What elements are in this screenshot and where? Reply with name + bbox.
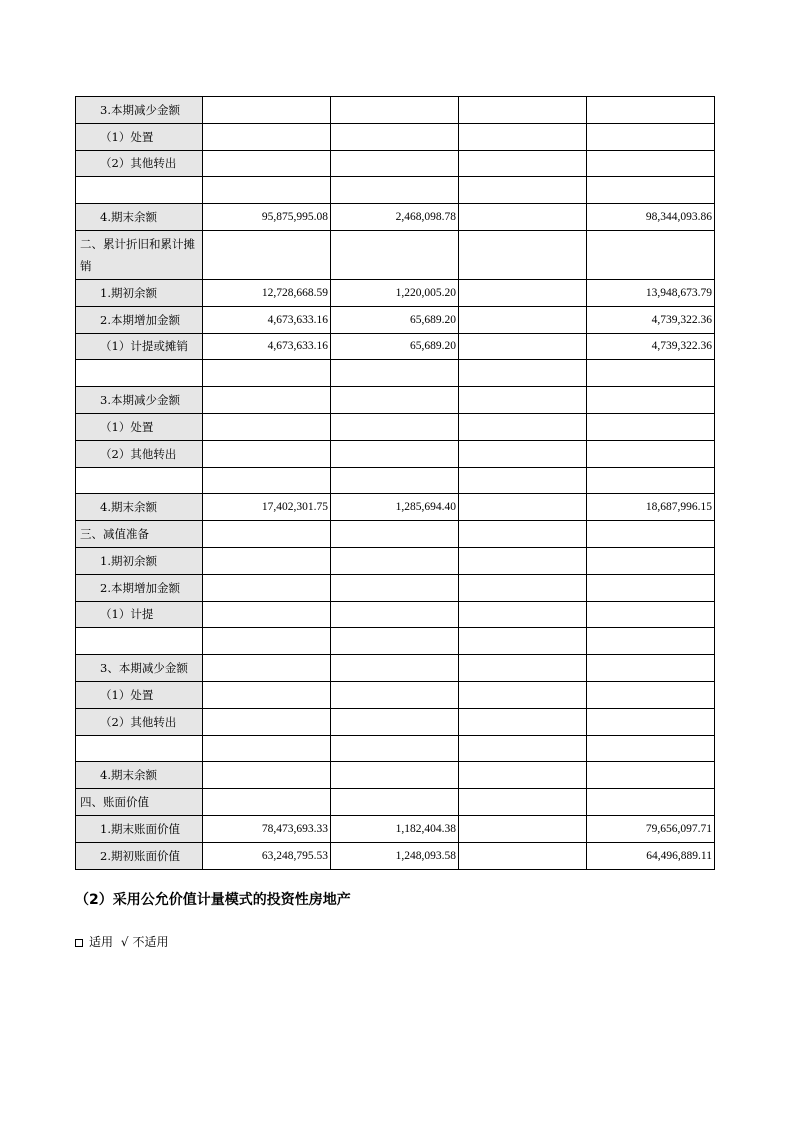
value-cell: [459, 681, 587, 708]
value-cell: [459, 735, 587, 762]
row-label: 4.期末余额: [76, 762, 203, 789]
row-label: （1）计提或摊销: [76, 333, 203, 360]
value-cell: [459, 467, 587, 494]
table-row: [76, 306, 715, 333]
value-cell: [587, 547, 715, 574]
value-cell: [587, 655, 715, 682]
value-cell: [331, 655, 459, 682]
value-cell: [459, 789, 587, 816]
value-cell: [459, 279, 587, 306]
value-cell: [459, 440, 587, 467]
table-row: [76, 360, 715, 387]
value-cell: [203, 762, 331, 789]
value-cell: [203, 360, 331, 387]
value-cell: [587, 230, 715, 279]
value-cell: [331, 628, 459, 655]
value-cell: 1,220,005.20: [331, 279, 459, 306]
table-row: [76, 177, 715, 204]
value-cell: [203, 123, 331, 150]
value-cell: [203, 413, 331, 440]
value-cell: [459, 815, 587, 842]
value-cell: [587, 413, 715, 440]
value-cell: [203, 521, 331, 548]
table-row: [76, 842, 715, 869]
value-cell: [459, 842, 587, 869]
value-cell: [203, 387, 331, 414]
value-cell: [203, 628, 331, 655]
table-row: [76, 230, 715, 279]
table-row: [76, 601, 715, 628]
table-row: [76, 815, 715, 842]
value-cell: [203, 440, 331, 467]
value-cell: [587, 789, 715, 816]
value-cell: [331, 681, 459, 708]
check-mark: √: [120, 935, 129, 949]
value-cell: [587, 628, 715, 655]
value-cell: [331, 360, 459, 387]
value-cell: [459, 547, 587, 574]
value-cell: [459, 387, 587, 414]
row-label: 3、本期减少金额: [76, 655, 203, 682]
table-row: [76, 735, 715, 762]
row-label: 2.期初账面价值: [76, 842, 203, 869]
value-cell: [459, 521, 587, 548]
row-label: [76, 360, 203, 387]
value-cell: [459, 150, 587, 177]
row-label: （1）处置: [76, 413, 203, 440]
value-cell: [331, 789, 459, 816]
value-cell: [331, 150, 459, 177]
row-label: （2）其他转出: [76, 708, 203, 735]
value-cell: [331, 440, 459, 467]
table-row: [76, 333, 715, 360]
row-label: 2.本期增加金额: [76, 574, 203, 601]
row-label: 1.期初余额: [76, 547, 203, 574]
value-cell: [203, 708, 331, 735]
value-cell: [459, 708, 587, 735]
value-cell: [203, 735, 331, 762]
value-cell: [587, 440, 715, 467]
value-cell: 78,473,693.33: [203, 815, 331, 842]
table-row: [76, 521, 715, 548]
value-cell: [331, 177, 459, 204]
row-label: 三、减值准备: [76, 521, 203, 548]
row-label: 4.期末余额: [76, 494, 203, 521]
value-cell: [331, 762, 459, 789]
value-cell: [587, 387, 715, 414]
value-cell: [459, 360, 587, 387]
row-label: 四、账面价值: [76, 789, 203, 816]
value-cell: 4,739,322.36: [587, 306, 715, 333]
value-cell: [459, 762, 587, 789]
value-cell: [203, 467, 331, 494]
value-cell: [459, 574, 587, 601]
section-heading: （2）采用公允价值计量模式的投资性房地产: [75, 892, 351, 908]
value-cell: [459, 628, 587, 655]
value-cell: [331, 97, 459, 124]
value-cell: [587, 97, 715, 124]
value-cell: [331, 413, 459, 440]
value-cell: [203, 789, 331, 816]
row-label: [76, 628, 203, 655]
row-label: 3.本期减少金额: [76, 387, 203, 414]
value-cell: [587, 360, 715, 387]
row-label: [76, 177, 203, 204]
value-cell: [459, 123, 587, 150]
value-cell: [459, 494, 587, 521]
table-body: [76, 97, 715, 870]
value-cell: 4,739,322.36: [587, 333, 715, 360]
value-cell: [203, 97, 331, 124]
value-cell: [459, 97, 587, 124]
table-row: [76, 628, 715, 655]
value-cell: [459, 177, 587, 204]
value-cell: [331, 735, 459, 762]
table-row: [76, 574, 715, 601]
table-row: [76, 123, 715, 150]
table-row: [76, 681, 715, 708]
row-label: （1）处置: [76, 681, 203, 708]
value-cell: [587, 521, 715, 548]
value-cell: [331, 574, 459, 601]
value-cell: [587, 762, 715, 789]
value-cell: 95,875,995.08: [203, 204, 331, 231]
row-label: （1）计提: [76, 601, 203, 628]
table-row: [76, 413, 715, 440]
value-cell: [331, 123, 459, 150]
value-cell: 79,656,097.71: [587, 815, 715, 842]
checkbox-icon: [75, 939, 83, 947]
value-cell: 17,402,301.75: [203, 494, 331, 521]
value-cell: 63,248,795.53: [203, 842, 331, 869]
table-row: [76, 387, 715, 414]
value-cell: 64,496,889.11: [587, 842, 715, 869]
row-label: （1）处置: [76, 123, 203, 150]
value-cell: [587, 574, 715, 601]
row-label: 1.期末账面价值: [76, 815, 203, 842]
row-label: 2.本期增加金额: [76, 306, 203, 333]
value-cell: 1,285,694.40: [331, 494, 459, 521]
table-row: [76, 789, 715, 816]
value-cell: [459, 230, 587, 279]
value-cell: [459, 306, 587, 333]
value-cell: 2,468,098.78: [331, 204, 459, 231]
table-row: [76, 467, 715, 494]
value-cell: [587, 123, 715, 150]
value-cell: 65,689.20: [331, 333, 459, 360]
table-row: [76, 204, 715, 231]
value-cell: [331, 708, 459, 735]
applicability-line: [75, 933, 173, 950]
value-cell: [203, 574, 331, 601]
row-label: （2）其他转出: [76, 150, 203, 177]
value-cell: 4,673,633.16: [203, 333, 331, 360]
row-label: （2）其他转出: [76, 440, 203, 467]
value-cell: [331, 387, 459, 414]
row-label: [76, 735, 203, 762]
value-cell: [587, 735, 715, 762]
value-cell: [459, 413, 587, 440]
table-row: [76, 547, 715, 574]
value-cell: 18,687,996.15: [587, 494, 715, 521]
value-cell: [203, 601, 331, 628]
table-row: [76, 762, 715, 789]
row-label: [76, 467, 203, 494]
table-row: [76, 708, 715, 735]
value-cell: [203, 655, 331, 682]
applicable-label: 适用: [89, 935, 114, 949]
value-cell: [587, 601, 715, 628]
table-row: [76, 97, 715, 124]
value-cell: 4,673,633.16: [203, 306, 331, 333]
value-cell: [459, 204, 587, 231]
not-applicable-label: 不适用: [132, 935, 169, 949]
value-cell: 13,948,673.79: [587, 279, 715, 306]
table-row: [76, 494, 715, 521]
table-row: [76, 655, 715, 682]
value-cell: [459, 655, 587, 682]
value-cell: [587, 681, 715, 708]
value-cell: [587, 467, 715, 494]
table-row: [76, 279, 715, 306]
value-cell: [459, 333, 587, 360]
value-cell: 1,248,093.58: [331, 842, 459, 869]
table-row: [76, 150, 715, 177]
value-cell: 1,182,404.38: [331, 815, 459, 842]
row-label: 1.期初余额: [76, 279, 203, 306]
value-cell: [331, 521, 459, 548]
value-cell: [203, 681, 331, 708]
value-cell: [331, 601, 459, 628]
value-cell: [331, 467, 459, 494]
value-cell: [203, 547, 331, 574]
value-cell: [203, 230, 331, 279]
value-cell: 98,344,093.86: [587, 204, 715, 231]
row-label: 3.本期减少金额: [76, 97, 203, 124]
table-row: [76, 440, 715, 467]
value-cell: [587, 150, 715, 177]
value-cell: [459, 601, 587, 628]
value-cell: [587, 177, 715, 204]
row-label: 二、累计折旧和累计摊销: [76, 230, 203, 279]
row-label: 4.期末余额: [76, 204, 203, 231]
value-cell: [203, 177, 331, 204]
investment-property-table: [75, 96, 715, 870]
value-cell: [331, 547, 459, 574]
value-cell: 12,728,668.59: [203, 279, 331, 306]
value-cell: 65,689.20: [331, 306, 459, 333]
value-cell: [587, 708, 715, 735]
value-cell: [331, 230, 459, 279]
value-cell: [203, 150, 331, 177]
